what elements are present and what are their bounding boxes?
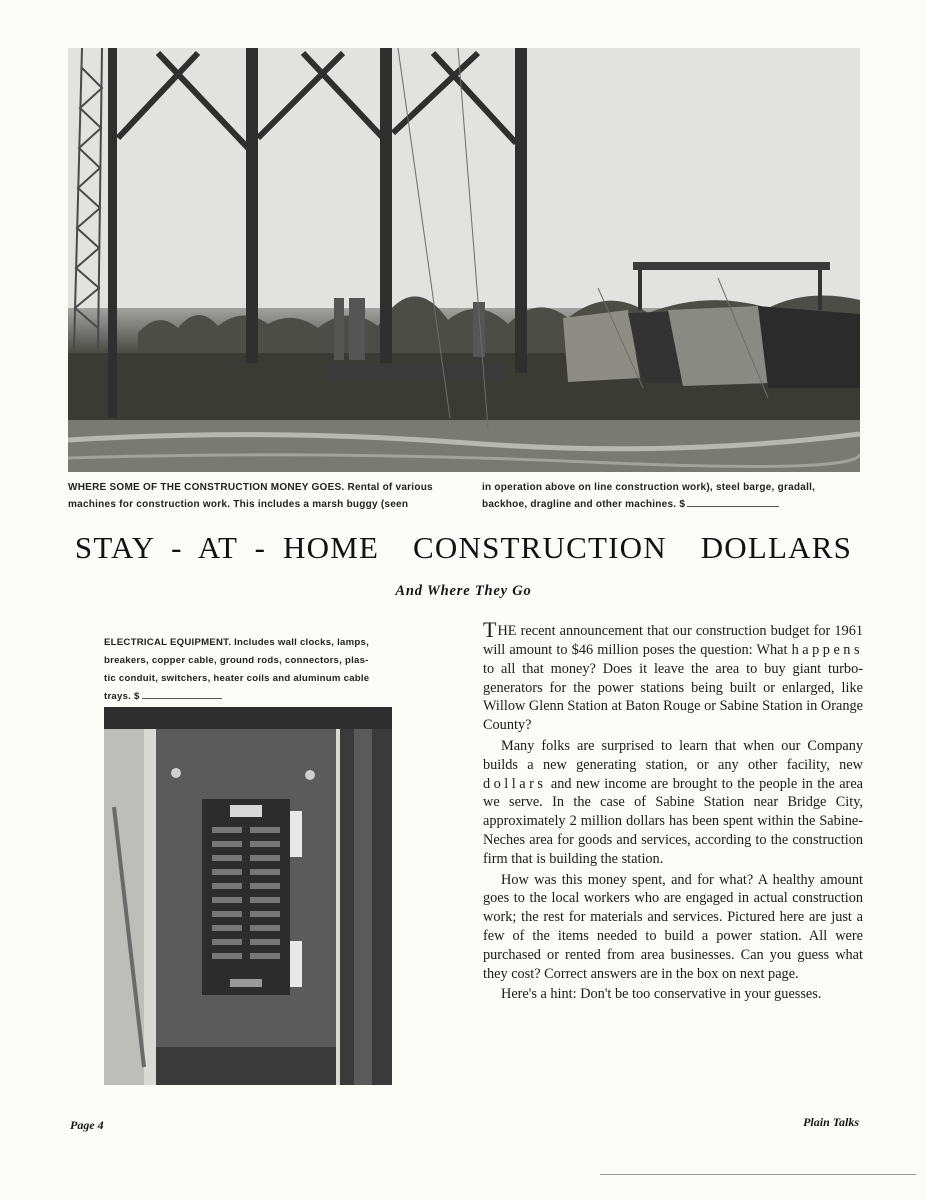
bottom-caption-line2: breakers, copper cable, ground rods, connectors, plas-: [104, 655, 369, 666]
answer-blank: [142, 689, 222, 699]
bottom-caption-line3: tic conduit, switchers, heater coils and aluminum cable: [104, 673, 370, 684]
article-paragraph-3: How was this money spent, and for what? A healthy amount goes to the local workers who are engaged in actual construction work; the rest for materials and services. Pictured here are just a few of the items needed to build a power station. All were purchased or rented from area businesses. Can you guess what they cost? Correct answers are in the box on next page.: [483, 871, 863, 982]
article-headline: STAY - AT - HOME CONSTRUCTION DOLLARS: [74, 530, 853, 565]
bottom-photo-caption: [104, 634, 394, 706]
top-caption-line4: backhoe, dragline and other machines. $: [482, 499, 686, 510]
article-paragraph-1: THE recent announcement that our construction budget for 1961 will amount to $46 million poses the question: What happens to all that money? Does it leave the area to buy giant turbo-generators for the power stations being built or enlarged, like Willow Glenn Station at Baton Rouge or Sabine Station in Orange County?: [483, 617, 864, 734]
article-body: [483, 619, 863, 1006]
top-photo-caption-left: [68, 479, 458, 513]
electrical-panel-photo: [104, 707, 392, 1085]
top-photo-caption-right: [482, 479, 864, 513]
bottom-caption-line4: trays. $: [104, 691, 140, 702]
article-subheadline: And Where They Go: [395, 583, 532, 599]
top-caption-line1: Rental of various: [347, 482, 433, 493]
drop-cap: T: [483, 617, 497, 642]
page-number: Page 4: [70, 1118, 104, 1132]
construction-site-photo: [68, 48, 860, 472]
article-paragraph-2: Many folks are surprised to learn that when our Company builds a new generating station, or any other facility, new dollars and new income are brought to the people in the area we serve. In the case of Sabine Station near Bridge City, approximately 2 million dollars has been spent within the Sabine-Neches area for goods and services, according to the construction firm that is building the station.: [483, 737, 864, 867]
bottom-caption-line1: Includes wall clocks, lamps,: [234, 637, 370, 648]
bottom-caption-lead: ELECTRICAL EQUIPMENT.: [104, 637, 232, 648]
answer-blank: [687, 497, 779, 507]
top-caption-lead: WHERE SOME OF THE CONSTRUCTION MONEY GOES.: [68, 482, 345, 493]
top-caption-line2: machines for construction work. This includes a marsh buggy (seen: [68, 499, 409, 510]
publication-name: Plain Talks: [803, 1115, 859, 1129]
article-paragraph-4: Here's a hint: Don't be too conservative in your guesses.: [501, 986, 822, 1003]
top-caption-line3: in operation above on line construction work), steel barge, gradall,: [482, 482, 816, 493]
footer-rule: [600, 1174, 916, 1175]
